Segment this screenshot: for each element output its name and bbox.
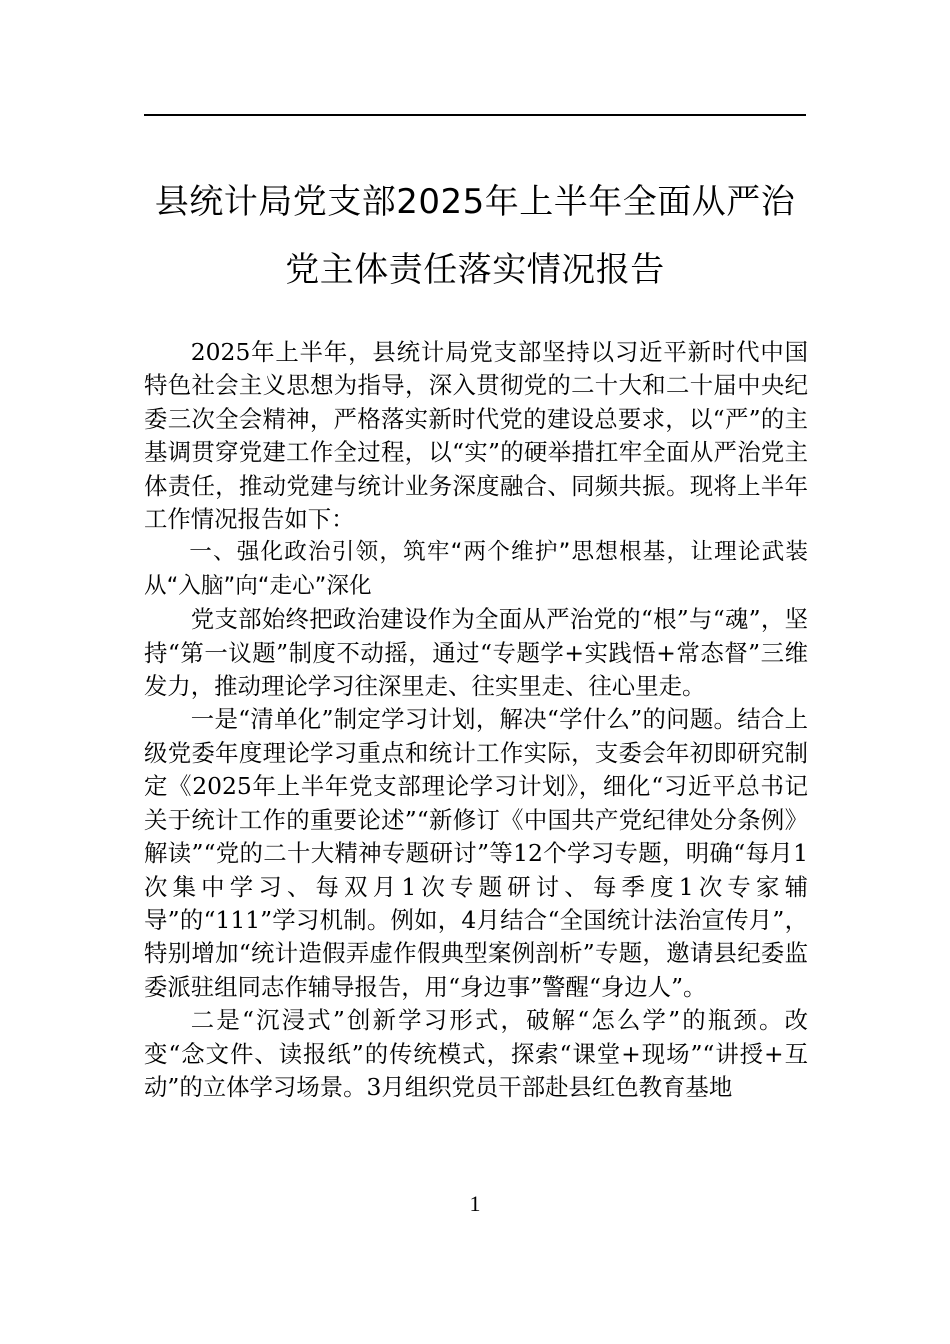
point-1-paragraph: 一是“清单化”制定学习计划，解决“学什么”的问题。结合上级党委年度理论学习重点和统计工作实际，支委会年初即研究制定《2025年上半年党支部理论学习计划》，细化“习近平总书记关于统计工作的重要论述”“新修订《中国共产党纪律处分条例》解读”“党的二十大精神专题研讨”等12个学习专题，明确“每月1次集中学习、每双月1次专题研讨、每季度1次专家辅导”的“111”学习机制。例如，4月结合“全国统计法治宣传月”，特别增加“统计造假弄虚作假典型案例剖析”专题，邀请县纪委监委派驻组同志作辅导报告，用“身边事”警醒“身边人”。 [144, 705, 808, 1001]
point-2-paragraph: 二是“沉浸式”创新学习形式，破解“怎么学”的瓶颈。改变“念文件、读报纸”的传统模式，探索“课堂+现场”“讲授+互动”的立体学习场景。3月组织党员干部赴县红色教育基地 [144, 1006, 808, 1101]
section-heading-1: 一、强化政治引领，筑牢“两个维护”思想根基，让理论武装从“入脑”向“走心”深化 [144, 539, 808, 599]
page-number: 1 [469, 1191, 481, 1216]
title-line-2: 党主体责任落实情况报告 [285, 250, 665, 290]
intro-paragraph: 2025年上半年，县统计局党支部坚持以习近平新时代中国特色社会主义思想为指导，深入贯彻党的二十大和二十届中央纪委三次全会精神，严格落实新时代党的建设总要求，以“严”的主基调贯穿党建工作全过程，以“实”的硬举措扛牢全面从严治党主体责任，推动党建与统计业务深度融合、同频共振。现将上半年工作情况报告如下： [144, 338, 808, 534]
top-divider [144, 114, 806, 116]
title-line-1: 县统计局党支部2025年上半年全面从严治 [154, 182, 796, 222]
document-title [130, 168, 820, 304]
section-1-paragraph: 党支部始终把政治建设作为全面从严治党的“根”与“魂”，坚持“第一议题”制度不动摇，通过“专题学+实践悟+常态督”三维发力，推动理论学习往深里走、往实里走、往心里走。 [144, 605, 808, 701]
document-body [144, 336, 808, 1104]
